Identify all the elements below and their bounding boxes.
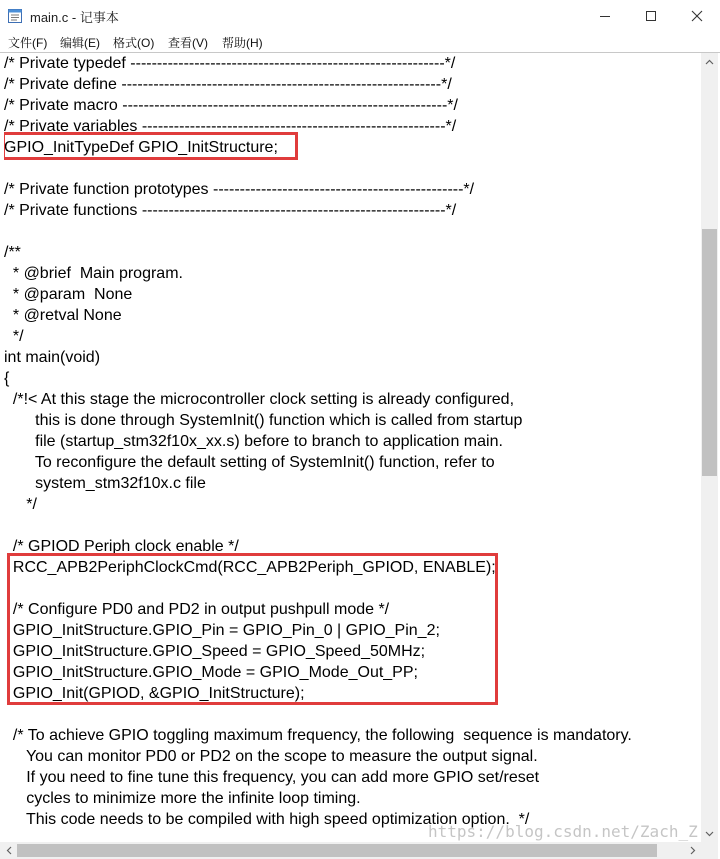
title-bar [0,0,720,31]
code-line: If you need to fine tune this frequency, you can add more GPIO set/reset [4,769,540,786]
code-line: /* Private function prototypes -----------------------------------------------*/ [4,181,475,198]
vertical-scroll-thumb[interactable] [702,229,717,476]
close-icon [691,10,703,22]
code-line: cycles to minimize more the infinite loop timing. [4,790,361,807]
code-line: /* Private functions ---------------------------------------------------------*/ [4,202,457,219]
code-line: */ [4,496,37,513]
text-editor[interactable] [0,52,720,858]
code-line: * @param None [4,286,133,303]
code-line: file (startup_stm32f10x_xx.s) before to branch to application main. [4,433,503,450]
scroll-left-button[interactable] [0,842,17,859]
code-line: /* Configure PD0 and PD2 in output pushpull mode */ [4,601,390,618]
code-line: GPIO_InitStructure.GPIO_Pin = GPIO_Pin_0 | GPIO_Pin_2; [4,622,440,639]
code-line: /** [4,244,21,261]
code-line: /* To achieve GPIO toggling maximum frequency, the following sequence is mandatory. [4,727,632,744]
chevron-right-icon [690,846,696,855]
code-line: This code needs to be compiled with high speed optimization option. */ [4,811,530,828]
maximize-button[interactable] [628,0,674,31]
code-line: * @retval None [4,307,122,324]
minimize-button[interactable] [582,0,628,31]
code-line: int main(void) [4,349,101,366]
code-line: To reconfigure the default setting of SystemInit() function, refer to [4,454,495,471]
maximize-icon [645,10,657,22]
chevron-down-icon [705,831,714,837]
menu-file[interactable]: 文件(F) [8,36,48,50]
menu-bar [0,31,720,52]
window-title: main.c - 记事本 [30,10,119,25]
code-line: /* Private macro -------------------------------------------------------------*/ [4,97,458,114]
menu-help[interactable]: 帮助(H) [222,36,263,50]
code-line: { [4,370,10,387]
watermark-text: https://blog.csdn.net/Zach_Z [428,822,698,841]
code-text-area[interactable] [4,53,700,842]
close-button[interactable] [674,0,720,31]
code-line: /* Private typedef -----------------------------------------------------------*/ [4,55,456,72]
code-line: this is done through SystemInit() function which is called from startup [4,412,523,429]
code-line: /* GPIOD Periph clock enable */ [4,538,239,555]
code-line: GPIO_Init(GPIOD, &GPIO_InitStructure); [4,685,305,702]
chevron-left-icon [6,846,12,855]
menu-edit[interactable]: 编辑(E) [60,36,100,50]
notepad-app-icon [8,8,22,23]
code-line: /*!< At this stage the microcontroller clock setting is already configured, [4,391,515,408]
horizontal-scroll-thumb[interactable] [17,844,657,857]
chevron-up-icon [705,59,714,65]
minimize-icon [599,10,611,22]
code-line: GPIO_InitStructure.GPIO_Mode = GPIO_Mode_Out_PP; [4,664,418,681]
scroll-right-button[interactable] [684,842,701,859]
code-line: RCC_APB2PeriphClockCmd(RCC_APB2Periph_GPIOD, ENABLE); [4,559,496,576]
code-line: */ [4,328,24,345]
code-line: You can monitor PD0 or PD2 on the scope to measure the output signal. [4,748,538,765]
code-line: GPIO_InitStructure.GPIO_Speed = GPIO_Speed_50MHz; [4,643,426,660]
code-line: /* Private variables ---------------------------------------------------------*/ [4,118,457,135]
code-line: * @brief Main program. [4,265,183,282]
scrollbar-corner [701,842,718,859]
menu-format[interactable]: 格式(O) [113,36,155,50]
code-line: system_stm32f10x.c file [4,475,206,492]
scroll-down-button[interactable] [701,825,718,842]
scroll-up-button[interactable] [701,53,718,70]
code-line: GPIO_InitTypeDef GPIO_InitStructure; [4,139,278,156]
menu-view[interactable]: 查看(V) [168,36,208,50]
code-line: /* Private define ------------------------------------------------------------*/ [4,76,452,93]
